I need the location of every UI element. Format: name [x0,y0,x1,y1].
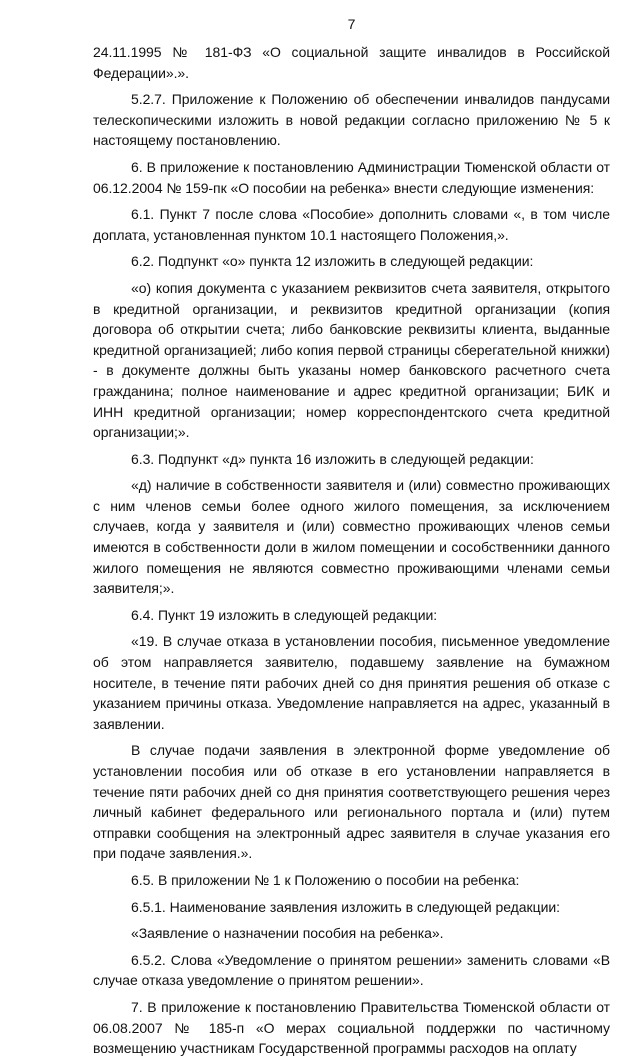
document-body [93,42,610,1059]
paragraph: 7. В приложение к постановлению Правительства Тюменской области от 06.08.2007 № 185-п «О мерах социальной поддержки по частичному возмещению участникам Государственной программы расходов на оплату [93,998,610,1057]
paragraph: 6.3. Подпункт «д» пункта 16 изложить в следующей редакции: [131,450,534,467]
paragraph: 6. В приложение к постановлению Администрации Тюменской области от 06.12.2004 № 159-пк «О пособии на ребенка» внести следующие изменения: [93,158,610,196]
paragraph: «19. В случае отказа в установлении пособия, письменное уведомление об этом направляется заявителю, подавшему заявление на бумажном носителе, в течение пяти рабочих дней со дня принятия решения об отказе с указанием причины отказа. Уведомление направляется на адрес, указанный в заявлении. [93,633,610,732]
paragraph: 24.11.1995 № 181-ФЗ «О социальной защите инвалидов в Российской Федерации».». [93,44,610,81]
paragraph: 6.5. В приложении № 1 к Положению о пособии на ребенка: [131,871,520,888]
paragraph: «д) наличие в собственности заявителя и (или) совместно проживающих с ним членов семьи более одного жилого помещения, за исключением случаев, когда у заявителя и (или) совместно проживающих членов семьи имеются в собственности доли в жилом помещении и сособственники данного жилого помещения не являются совместно проживающими членами семьи заявителя;». [93,477,610,597]
paragraph: 6.5.1. Наименование заявления изложить в следующей редакции: [131,898,560,915]
paragraph: 5.2.7. Приложение к Положению об обеспечении инвалидов пандусами телескопическими изложить в новой редакции согласно приложению № 5 к настоящему постановлению. [93,91,610,149]
page-number: 7 [347,16,356,32]
paragraph: 6.4. Пункт 19 изложить в следующей редакции: [131,606,438,623]
paragraph: В случае подачи заявления в электронной форме уведомление об установлении пособия или об отказе в его установлении направляется в течение пяти рабочих дней со дня принятия соответствующего решения через личный кабинет федерального или регионального портала и (или) путем отправки сообщения на электронный адрес заявителя в случае указания его при подаче заявления.». [93,742,610,862]
paragraph: 6.1. Пункт 7 после слова «Пособие» дополнить словами «, в том числе доплата, установленная пунктом 10.1 настоящего Положения,». [93,206,610,243]
paragraph: «о) копия документа с указанием реквизитов счета заявителя, открытого в кредитной организации, и реквизитов кредитной организации (копия договора об открытии счета; либо банковские реквизиты клиента, выданные кредитной организацией; либо копия первой страницы сберегательной книжки) - в документе должны быть указаны номер банковского расчетного счета гражданина; полное наименование и адрес кредитной организации; БИК и ИНН кредитной организации; номер корреспондентского счета кредитной организации;». [93,279,610,441]
paragraph: «Заявление о назначении пособия на ребенка». [131,925,444,942]
paragraph: 6.5.2. Слова «Уведомление о принятом решении» заменить словами «В случае отказа уведомление о принятом решении». [93,951,610,989]
paragraph: 6.2. Подпункт «о» пункта 12 изложить в следующей редакции: [131,253,534,270]
